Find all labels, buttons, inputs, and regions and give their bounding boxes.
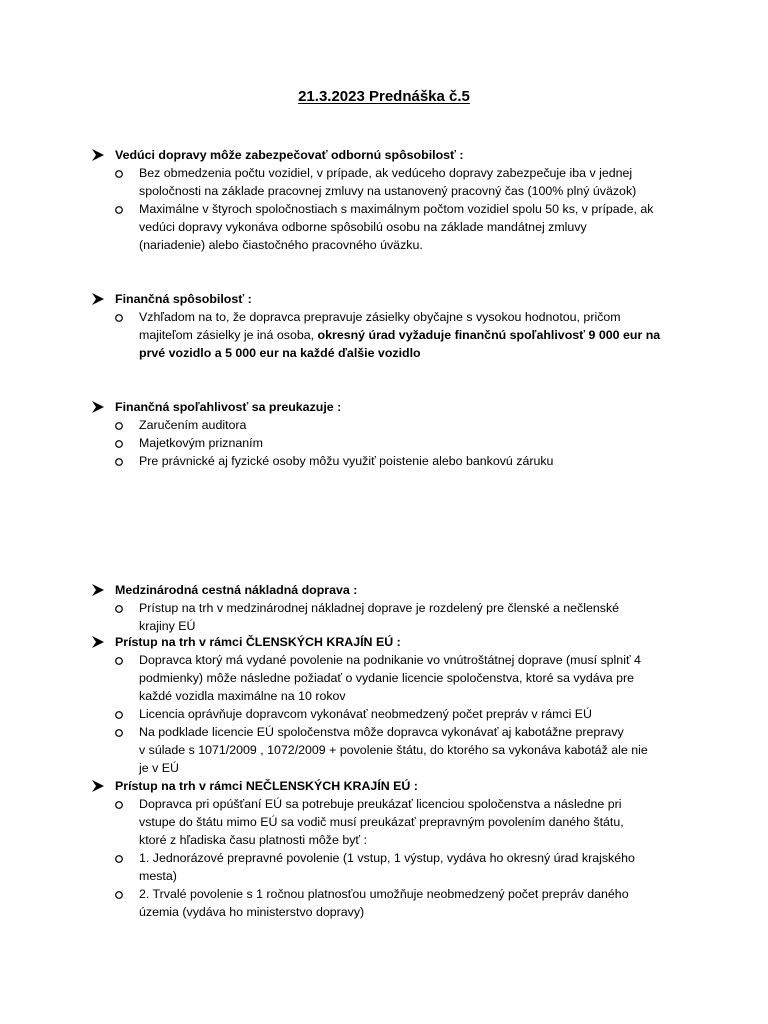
list-item-line: Na podklade licencie EÚ spoločenstva môže dopravca vykonávať aj kabotážne prepravy <box>139 725 624 739</box>
list-item-line: Dopravca pri opúšťaní EÚ sa potrebuje preukázať licenciou spoločenstva a následne pri <box>139 797 622 811</box>
circle-bullet-icon <box>114 728 124 738</box>
arrow-bullet-icon <box>91 400 105 414</box>
circle-bullet-icon <box>114 710 124 720</box>
list-item-text: majiteľom zásielky je iná osoba, <box>139 328 318 342</box>
arrow-bullet-icon <box>91 292 105 306</box>
list-item-line: Vzhľadom na to, že dopravca prepravuje zásielky obyčajne s vysokou hodnotou, pričom <box>139 310 621 324</box>
section-heading: Vedúci dopravy môže zabezpečovať odbornú spôsobilosť : <box>115 148 464 162</box>
arrow-bullet-icon <box>91 779 105 793</box>
section-heading: Finančná spôsobilosť : <box>115 292 252 306</box>
list-item-line: Bez obmedzenia počtu vozidiel, v prípade, ak vedúceho dopravy zabezpečuje iba v jednej <box>139 166 633 180</box>
circle-bullet-icon <box>114 169 124 179</box>
list-item-line: Prístup na trh v medzinárodnej nákladnej doprave je rozdelený pre členské a nečlenské <box>139 601 620 615</box>
list-item-line: Pre právnické aj fyzické osoby môžu využiť poistenie alebo bankovú záruku <box>139 454 554 468</box>
list-item-line: mesta) <box>139 869 177 883</box>
section-heading: Finančná spoľahlivosť sa preukazuje : <box>115 400 342 414</box>
list-item-line: Maximálne v štyroch spoločnostiach s maximálnym počtom vozidiel spolu 50 ks, v prípade, ak <box>139 202 654 216</box>
circle-bullet-icon <box>114 439 124 449</box>
list-item-line: ktoré z hľadiska času platnosti môže byť : <box>139 833 367 847</box>
list-item-line <box>139 326 660 344</box>
circle-bullet-icon <box>114 890 124 900</box>
section-heading: Medzinárodná cestná nákladná doprava : <box>115 583 358 597</box>
circle-bullet-icon <box>114 205 124 215</box>
circle-bullet-icon <box>114 313 124 323</box>
list-item-line: Licencia oprávňuje dopravcom vykonávať neobmedzený počet prepráv v rámci EÚ <box>139 707 593 721</box>
circle-bullet-icon <box>114 421 124 431</box>
list-item-line: (nariadenie) alebo čiastočného pracovného úväzku. <box>139 238 423 252</box>
list-item-line: Dopravca ktorý má vydané povolenie na podnikanie vo vnútroštátnej doprave (musí splniť 4 <box>139 653 641 667</box>
list-item-line: 1. Jednorázové prepravné povolenie (1 vstup, 1 výstup, vydáva ho okresný úrad krajského <box>139 851 635 865</box>
circle-bullet-icon <box>114 854 124 864</box>
list-item-line <box>139 344 421 362</box>
list-item-line: Zaručením auditora <box>139 418 247 432</box>
circle-bullet-icon <box>114 457 124 467</box>
list-item-line: každé vozidla maximálne na 10 rokov <box>139 689 346 703</box>
list-item-line: v súlade s 1071/2009 , 1072/2009 + povolenie štátu, do ktorého sa vykonáva kabotáž ale nie <box>139 743 648 757</box>
circle-bullet-icon <box>114 656 124 666</box>
emphasized-text: prvé vozidlo a 5 000 eur na každé ďalšie vozidlo <box>139 346 421 360</box>
list-item-line: 2. Trvalé povolenie s 1 ročnou platnosťou umožňuje neobmedzený počet prepráv daného <box>139 887 629 901</box>
list-item-line: je v EÚ <box>139 761 179 775</box>
arrow-bullet-icon <box>91 148 105 162</box>
arrow-bullet-icon <box>91 635 105 649</box>
list-item-line: vedúci dopravy vykonáva odborne spôsobilú osobu na základe mandátnej zmluvy <box>139 220 587 234</box>
list-item-line: spoločnosti na základe pracovnej zmluvy na ustanovený pracovný čas (100% plný úväzok) <box>139 184 637 198</box>
circle-bullet-icon <box>114 800 124 810</box>
arrow-bullet-icon <box>91 583 105 597</box>
circle-bullet-icon <box>114 604 124 614</box>
section-heading: Prístup na trh v rámci ČLENSKÝCH KRAJÍN EÚ : <box>115 635 401 649</box>
list-item-line: krajiny EÚ <box>139 619 196 633</box>
list-item-line: vstupe do štátu mimo EÚ sa vodič musí preukázať prepravným povolením daného štátu, <box>139 815 624 829</box>
list-item-line: územia (vydáva ho ministerstvo dopravy) <box>139 905 365 919</box>
section-heading: Prístup na trh v rámci NEČLENSKÝCH KRAJÍN EÚ : <box>115 779 418 793</box>
page-title: 21.3.2023 Prednáška č.5 <box>298 88 470 105</box>
emphasized-text: okresný úrad vyžaduje finančnú spoľahlivosť 9 000 eur na <box>317 328 661 342</box>
list-item-line: podmienky) môže následne požiadať o vydanie licencie spoločenstva, ktoré sa vydáva pre <box>139 671 635 685</box>
list-item-line: Majetkovým priznaním <box>139 436 263 450</box>
